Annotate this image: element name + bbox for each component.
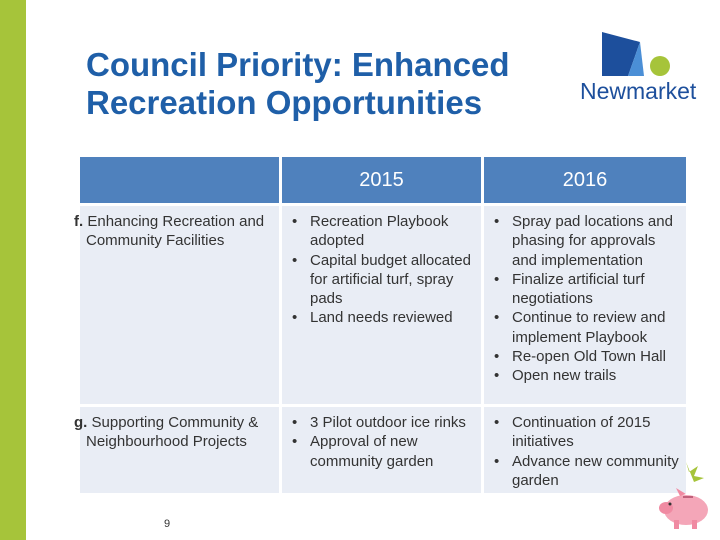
header-2015: 2015 [282, 157, 484, 203]
row-prefix: f. [74, 213, 84, 230]
header-2016: 2016 [484, 157, 686, 203]
list-item: • Recreation Playbook adopted [288, 212, 475, 251]
left-accent-bar [0, 0, 26, 540]
table-row [80, 203, 686, 404]
row-label-f [74, 203, 282, 404]
list-item: • Continuation of 2015 initiatives [490, 413, 680, 452]
row-prefix: g. [74, 414, 88, 431]
bullet-list [490, 212, 680, 386]
list-item: • Spray pad locations and phasing for approvals and implementation [490, 212, 680, 270]
list-item: • Approval of new community garden [288, 432, 475, 471]
row-label-text: Supporting Community & Neighbourhood Projects [86, 414, 259, 451]
list-item: • Continue to review and implement Playbook [490, 308, 680, 347]
table-header-row [80, 157, 686, 203]
cell-2015 [282, 404, 484, 493]
row-label-text: Enhancing Recreation and Community Facilities [86, 213, 265, 250]
list-item: • Re-open Old Town Hall [490, 347, 680, 366]
logo-wordmark: Newmarket [580, 78, 697, 104]
list-item: • Advance new community garden [490, 452, 680, 491]
list-item: • Capital budget allocated for artificial turf, spray pads [288, 251, 475, 309]
list-item: • 3 Pilot outdoor ice rinks [288, 413, 475, 432]
bullet-list [288, 413, 475, 471]
bullet-list [490, 413, 680, 490]
table-row [80, 404, 686, 493]
priority-table [74, 157, 686, 493]
header-empty [80, 157, 282, 203]
title-line-1: Council Priority: Enhanced [86, 46, 510, 83]
cell-2015 [282, 203, 484, 404]
bullet-list [288, 212, 475, 328]
list-item: • Land needs reviewed [288, 308, 475, 327]
page-number: 9 [164, 518, 171, 530]
row-label-g [74, 404, 282, 493]
list-item: • Open new trails [490, 366, 680, 385]
list-item: • Finalize artificial turf negotiations [490, 270, 680, 309]
cell-2016 [484, 203, 686, 404]
piggy-bank-icon [656, 458, 718, 532]
slide-title [86, 46, 566, 122]
title-line-2: Recreation Opportunities [86, 84, 483, 121]
